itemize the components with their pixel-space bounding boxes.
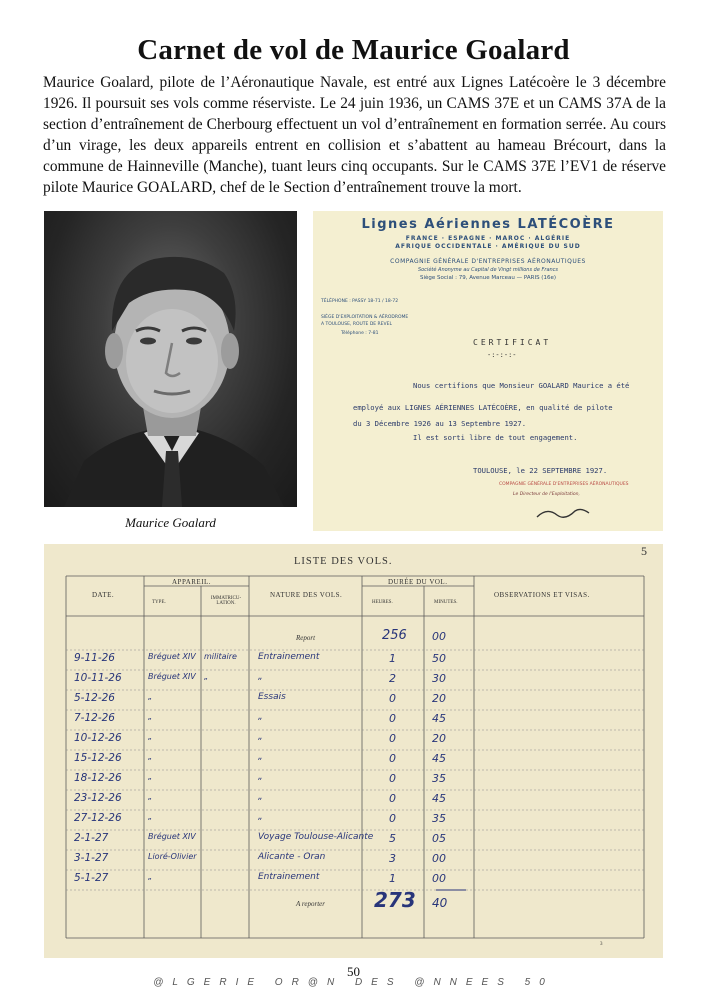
signature-mark <box>533 503 593 523</box>
log-row-nature: „ <box>258 732 263 742</box>
col-heures: HEURES. <box>372 600 393 605</box>
log-row-hours: 0 <box>389 812 396 825</box>
log-row-date: 5-1-27 <box>74 872 109 884</box>
certificate-heading: CERTIFICAT <box>473 338 552 347</box>
log-title: LISTE DES VOLS. <box>294 556 393 567</box>
flight-log-page <box>44 544 663 958</box>
certificate-company-full: COMPAGNIE GÉNÉRALE D'ENTREPRISES AÉRONAUTIQUES <box>390 258 586 265</box>
certificate-stamp: COMPAGNIE GÉNÉRALE D'ENTREPRISES AÉRONAUTIQUES <box>499 482 629 487</box>
log-row-date: 27-12-26 <box>74 812 122 824</box>
photo-caption: Maurice Goalard <box>125 515 216 530</box>
log-row-type: Bréguet XIV <box>148 652 196 661</box>
certificate-stamp-role: Le Directeur de l'Exploitation, <box>513 492 580 497</box>
log-row-minutes: 35 <box>432 812 446 825</box>
certificate-exploitation: SIÈGE D'EXPLOITATION & AÉRODROME <box>321 315 409 320</box>
log-row-minutes: 00 <box>432 852 446 865</box>
certificate-company: Lignes Aériennes LATÉCOÈRE <box>361 217 615 232</box>
report-hours: 256 <box>382 628 407 643</box>
log-row-immat: „ <box>204 672 209 681</box>
log-row-hours: 0 <box>389 792 396 805</box>
log-row-minutes: 45 <box>432 792 446 805</box>
log-row-date: 23-12-26 <box>74 792 122 804</box>
report-minutes: 00 <box>432 630 446 643</box>
log-row-date: 5-12-26 <box>74 692 115 704</box>
log-row-nature: „ <box>258 792 263 802</box>
log-row-hours: 0 <box>389 772 396 785</box>
log-row-type: Bréguet XIV <box>148 672 196 681</box>
log-page-number: 5 <box>641 544 647 558</box>
col-immat: IMMATRICU-LATION. <box>210 596 242 606</box>
log-row-hours: 0 <box>389 692 396 705</box>
certificate-document <box>313 211 663 531</box>
col-nature: NATURE DES VOLS. <box>270 591 343 599</box>
log-row-type: „ <box>148 792 153 801</box>
log-row-nature: Essais <box>258 692 286 702</box>
certificate-telephone2: Téléphone : 7-81 <box>341 331 379 336</box>
a-reporter-label: A reporter <box>296 900 325 908</box>
log-row-nature: „ <box>258 752 263 762</box>
log-row-hours: 0 <box>389 732 396 745</box>
a-reporter-hours: 273 <box>374 888 416 912</box>
col-observations: OBSERVATIONS ET VISAS. <box>494 591 590 599</box>
log-row-date: 2-1-27 <box>74 832 109 844</box>
log-grid <box>44 544 663 958</box>
log-row-date: 15-12-26 <box>74 752 122 764</box>
log-row-nature: Voyage Toulouse-Alicante <box>258 832 374 842</box>
certificate-date: TOULOUSE, le 22 SEPTEMBRE 1927. <box>473 466 608 475</box>
intro-paragraph: Maurice Goalard, pilote de l’Aéronautique Navale, est entré aux Lignes Latécoère le 3 décembre 1926. Il poursuit ses vols comme réserviste. Le 24 juin 1936, un CAMS 37E et un CAMS 37A de la section d’entraînement de Cherbourg effectuent un vol d’entraînement en formation serrée. Au cours d’un virage, les deux appareils entrent en collision et s’abattent au hameau Brécourt, dans la commune de Hainneville (Manche), tuant leurs cinq occupants. Sur le CAMS 37E l’EV1 de réserve pilote Maurice GOALARD, chef de le Section d’entraînement trouve la mort. <box>43 74 666 196</box>
log-row-date: 10-12-26 <box>74 732 122 744</box>
log-row-hours: 1 <box>389 652 396 665</box>
certificate-line4: Il est sorti libre de tout engagement. <box>413 433 578 442</box>
log-row-nature: „ <box>258 672 263 682</box>
log-row-hours: 2 <box>389 672 396 685</box>
portrait-photo <box>44 211 297 507</box>
certificate-toulouse-address: A TOULOUSE, ROUTE DE REVEL <box>321 322 392 327</box>
col-date: DATE. <box>92 591 115 599</box>
col-appareil: APPAREIL. <box>172 578 212 586</box>
log-row-type: „ <box>148 812 153 821</box>
log-row-nature: „ <box>258 812 263 822</box>
col-type: TYPE. <box>152 600 166 605</box>
log-row-minutes: 50 <box>432 652 446 665</box>
certificate-regions: AFRIQUE OCCIDENTALE · AMÉRIQUE DU SUD <box>395 243 581 250</box>
log-row-minutes: 35 <box>432 772 446 785</box>
log-row-type: Bréguet XIV <box>148 832 196 841</box>
a-reporter-minutes: 40 <box>432 896 448 910</box>
log-row-hours: 5 <box>389 832 396 845</box>
log-row-nature: „ <box>258 712 263 722</box>
log-row-date: 18-12-26 <box>74 772 122 784</box>
col-minutes: MINUTES. <box>434 600 458 605</box>
certificate-line1: Nous certifions que Monsieur GOALARD Maurice a été <box>413 381 630 390</box>
log-row-hours: 3 <box>389 852 396 865</box>
log-row-minutes: 00 <box>432 872 446 885</box>
certificate-telephone: TÉLÉPHONE : PASSY 18-71 / 18-72 <box>321 299 399 304</box>
log-row-date: 10-11-26 <box>74 672 122 684</box>
page-title: Carnet de vol de Maurice Goalard <box>137 34 570 66</box>
certificate-line3: du 3 Décembre 1926 au 13 Septembre 1927. <box>353 419 527 428</box>
log-row-type: Lioré-Olivier <box>148 852 197 861</box>
log-row-minutes: 30 <box>432 672 446 685</box>
log-row-type: „ <box>148 772 153 781</box>
log-row-date: 9-11-26 <box>74 652 115 664</box>
page-number: 50 <box>347 964 360 979</box>
log-row-type: „ <box>148 732 153 741</box>
log-row-date: 7-12-26 <box>74 712 115 724</box>
log-row-nature: „ <box>258 772 263 782</box>
log-row-minutes: 45 <box>432 712 446 725</box>
report-label: Report <box>296 634 316 642</box>
log-row-nature: Alicante - Oran <box>258 852 326 862</box>
log-row-date: 3-1-27 <box>74 852 109 864</box>
log-row-hours: 0 <box>389 712 396 725</box>
certificate-capital: Société Anonyme au Capital de Vingt millions de Francs <box>417 267 559 273</box>
certificate-countries: FRANCE · ESPAGNE · MAROC · ALGÉRIE <box>405 235 571 242</box>
col-duree: DURÉE DU VOL. <box>388 578 448 586</box>
corner-mark: 3 <box>600 942 603 947</box>
footer-banner: @LGERIE OR@N DES @NNEES 50 <box>153 977 554 988</box>
log-row-minutes: 20 <box>432 732 446 745</box>
log-row-type: „ <box>148 872 153 881</box>
log-row-minutes: 20 <box>432 692 446 705</box>
log-row-type: „ <box>148 712 153 721</box>
log-row-minutes: 45 <box>432 752 446 765</box>
log-row-minutes: 05 <box>432 832 446 845</box>
log-row-hours: 0 <box>389 752 396 765</box>
certificate-heading-dashes: -:-:-:- <box>487 351 517 359</box>
log-row-nature: Entrainement <box>258 872 320 882</box>
log-row-immat: militaire <box>204 652 237 661</box>
log-row-type: „ <box>148 692 153 701</box>
certificate-siege: Siège Social : 79, Avenue Marceau — PARIS (16e) <box>420 275 556 281</box>
log-row-type: „ <box>148 752 153 761</box>
log-row-hours: 1 <box>389 872 396 885</box>
log-row-nature: Entrainement <box>258 652 320 662</box>
certificate-line2: employé aux LIGNES AÉRIENNES LATÉCOÈRE, en qualité de pilote <box>353 403 613 412</box>
